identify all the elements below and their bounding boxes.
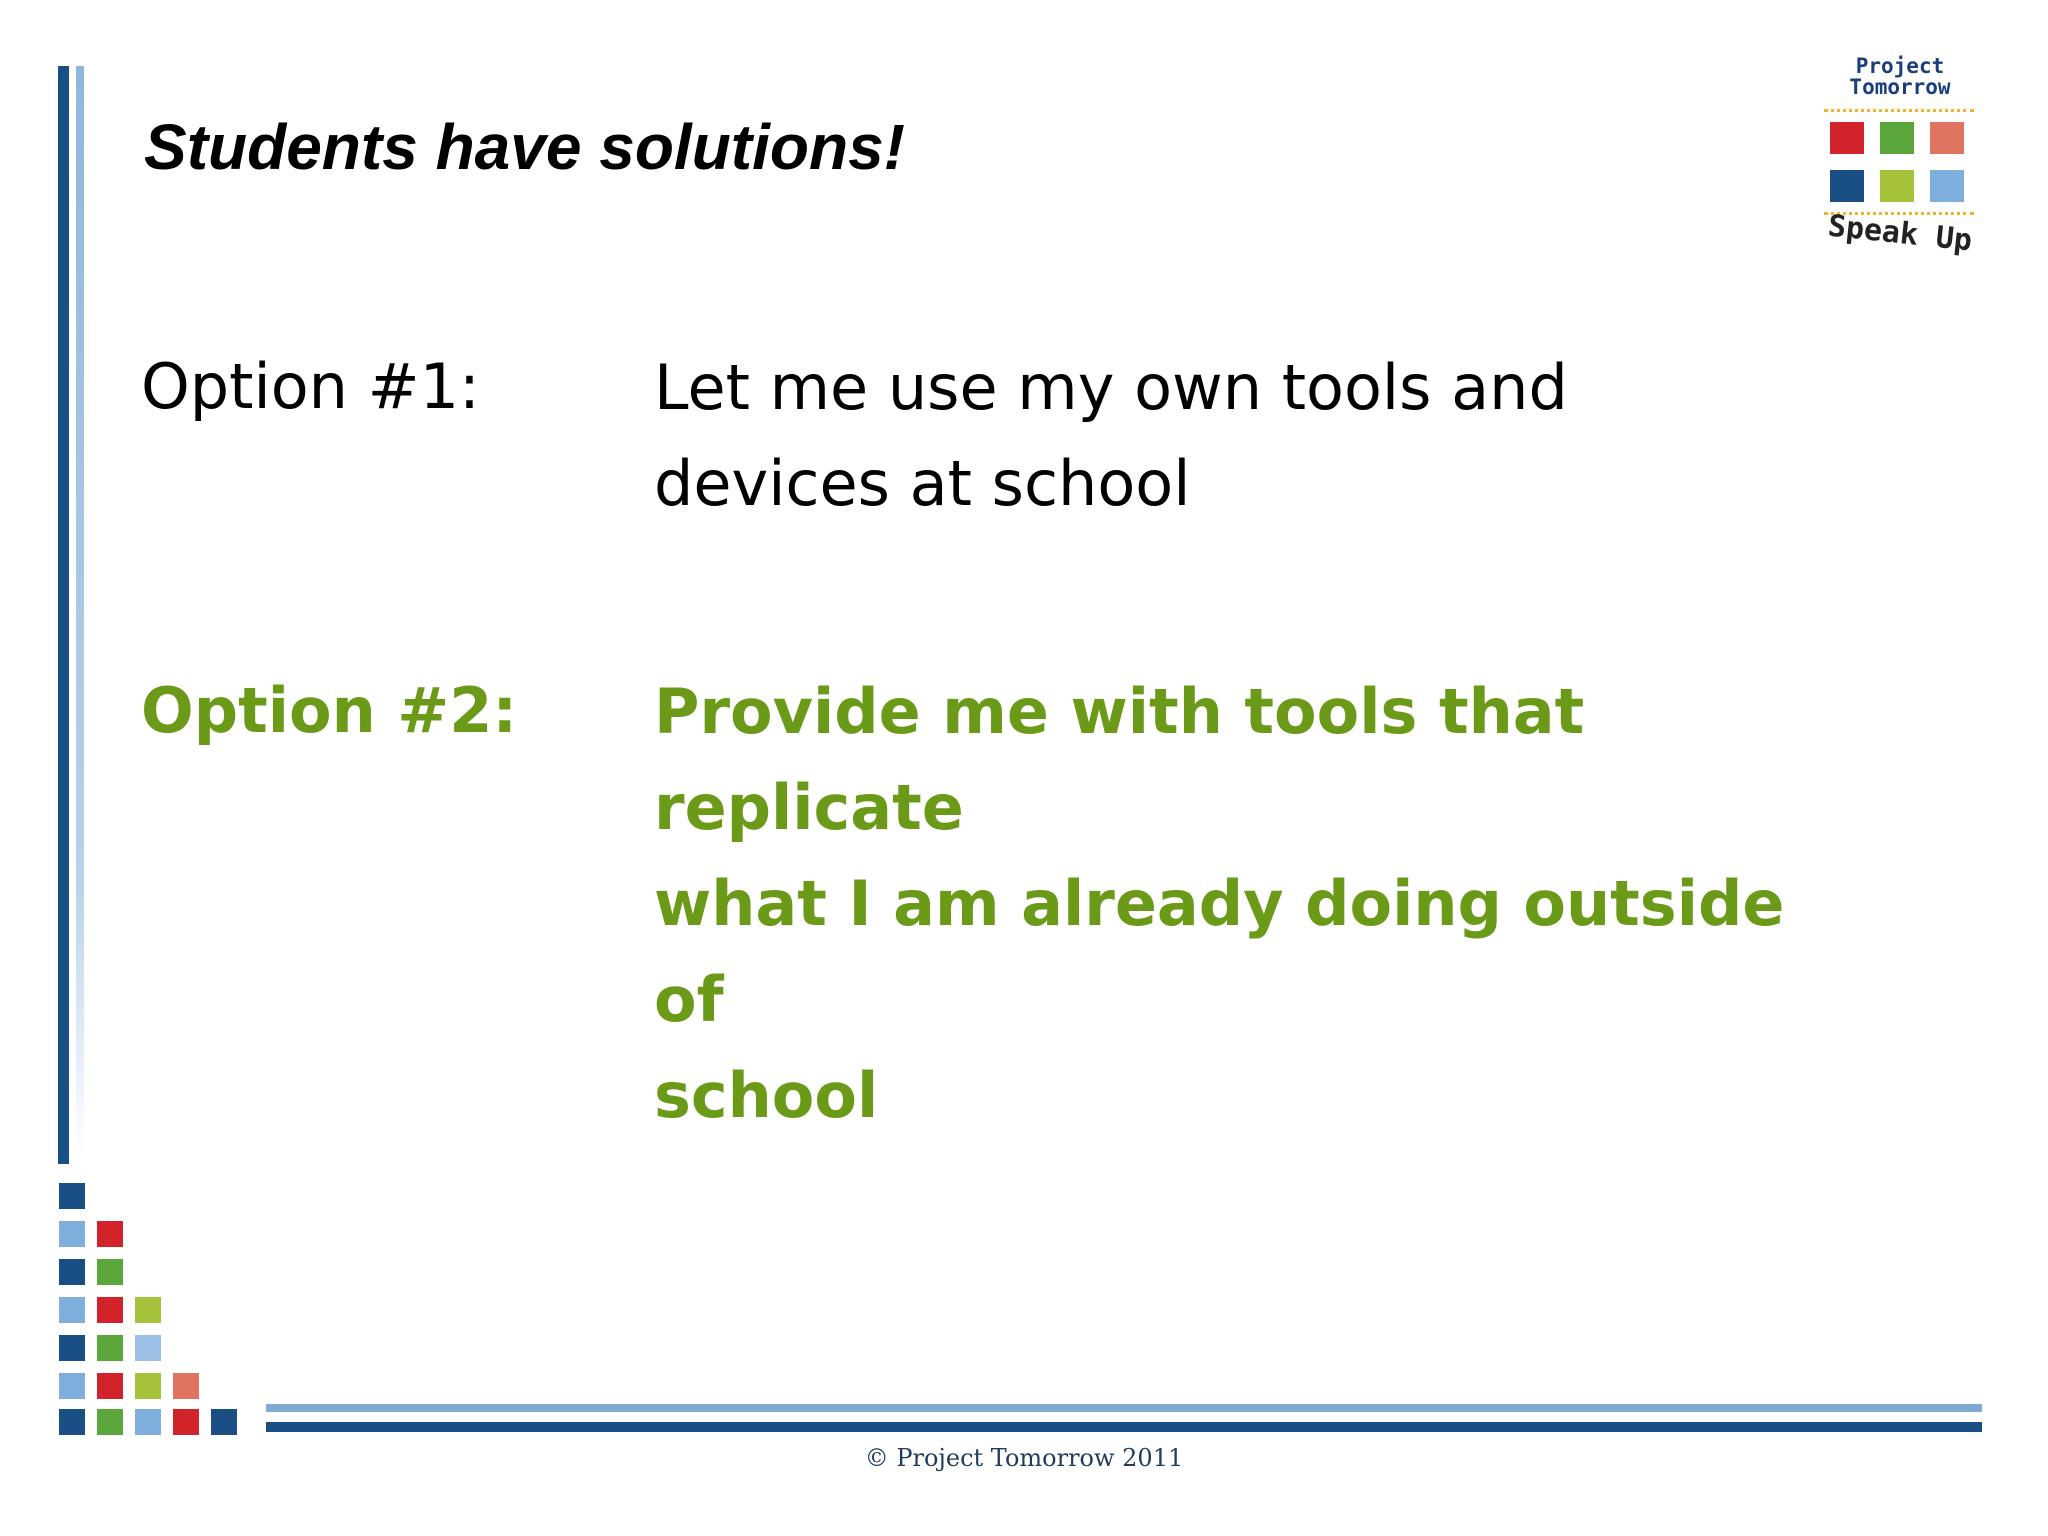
left-vertical-bar-light bbox=[76, 66, 84, 1156]
logo-square bbox=[1880, 170, 1914, 202]
logo-square bbox=[1830, 122, 1864, 154]
left-vertical-bar-dark bbox=[58, 66, 69, 1164]
logo-square bbox=[1930, 170, 1964, 202]
square bbox=[211, 1409, 237, 1435]
square bbox=[97, 1409, 123, 1435]
option-2-label: Option #2: bbox=[141, 674, 518, 747]
option-1-line: devices at school bbox=[654, 447, 1191, 520]
square bbox=[97, 1335, 123, 1361]
option-2-text bbox=[654, 664, 1874, 1144]
square bbox=[97, 1297, 123, 1323]
square bbox=[59, 1259, 85, 1285]
option-1-line: Let me use my own tools and bbox=[654, 351, 1568, 424]
square bbox=[59, 1409, 85, 1435]
square bbox=[59, 1335, 85, 1361]
bottom-horizontal-bar-dark bbox=[266, 1422, 1982, 1432]
slide-title: Students have solutions! bbox=[144, 111, 905, 183]
square bbox=[173, 1409, 199, 1435]
square bbox=[135, 1409, 161, 1435]
square bbox=[97, 1373, 123, 1399]
logo-square bbox=[1830, 170, 1864, 202]
logo-speak-up-text: Speak Up bbox=[1826, 208, 1974, 259]
copyright-footer: © Project Tomorrow 2011 bbox=[864, 1444, 1184, 1472]
logo-title bbox=[1814, 56, 1986, 98]
logo-square bbox=[1880, 122, 1914, 154]
option-1-text bbox=[654, 340, 1874, 532]
square bbox=[135, 1373, 161, 1399]
square bbox=[59, 1373, 85, 1399]
option-2-line: Provide me with tools that replicate bbox=[654, 675, 1585, 844]
square bbox=[173, 1373, 199, 1399]
option-1-label: Option #1: bbox=[141, 350, 480, 423]
square bbox=[135, 1335, 161, 1361]
logo-line-2: Tomorrow bbox=[1849, 75, 1951, 99]
logo-square-frame bbox=[1824, 109, 1974, 215]
square bbox=[97, 1221, 123, 1247]
project-tomorrow-speak-up-logo bbox=[1814, 56, 1986, 266]
square bbox=[135, 1297, 161, 1323]
option-2-line: what I am already doing outside of bbox=[654, 867, 1785, 1036]
square bbox=[59, 1297, 85, 1323]
logo-square bbox=[1930, 122, 1964, 154]
square bbox=[59, 1221, 85, 1247]
square bbox=[59, 1183, 85, 1209]
bottom-horizontal-bar-light bbox=[266, 1404, 1982, 1412]
option-2-line: school bbox=[654, 1059, 879, 1132]
square bbox=[97, 1259, 123, 1285]
logo-line-1: Project bbox=[1855, 54, 1945, 78]
